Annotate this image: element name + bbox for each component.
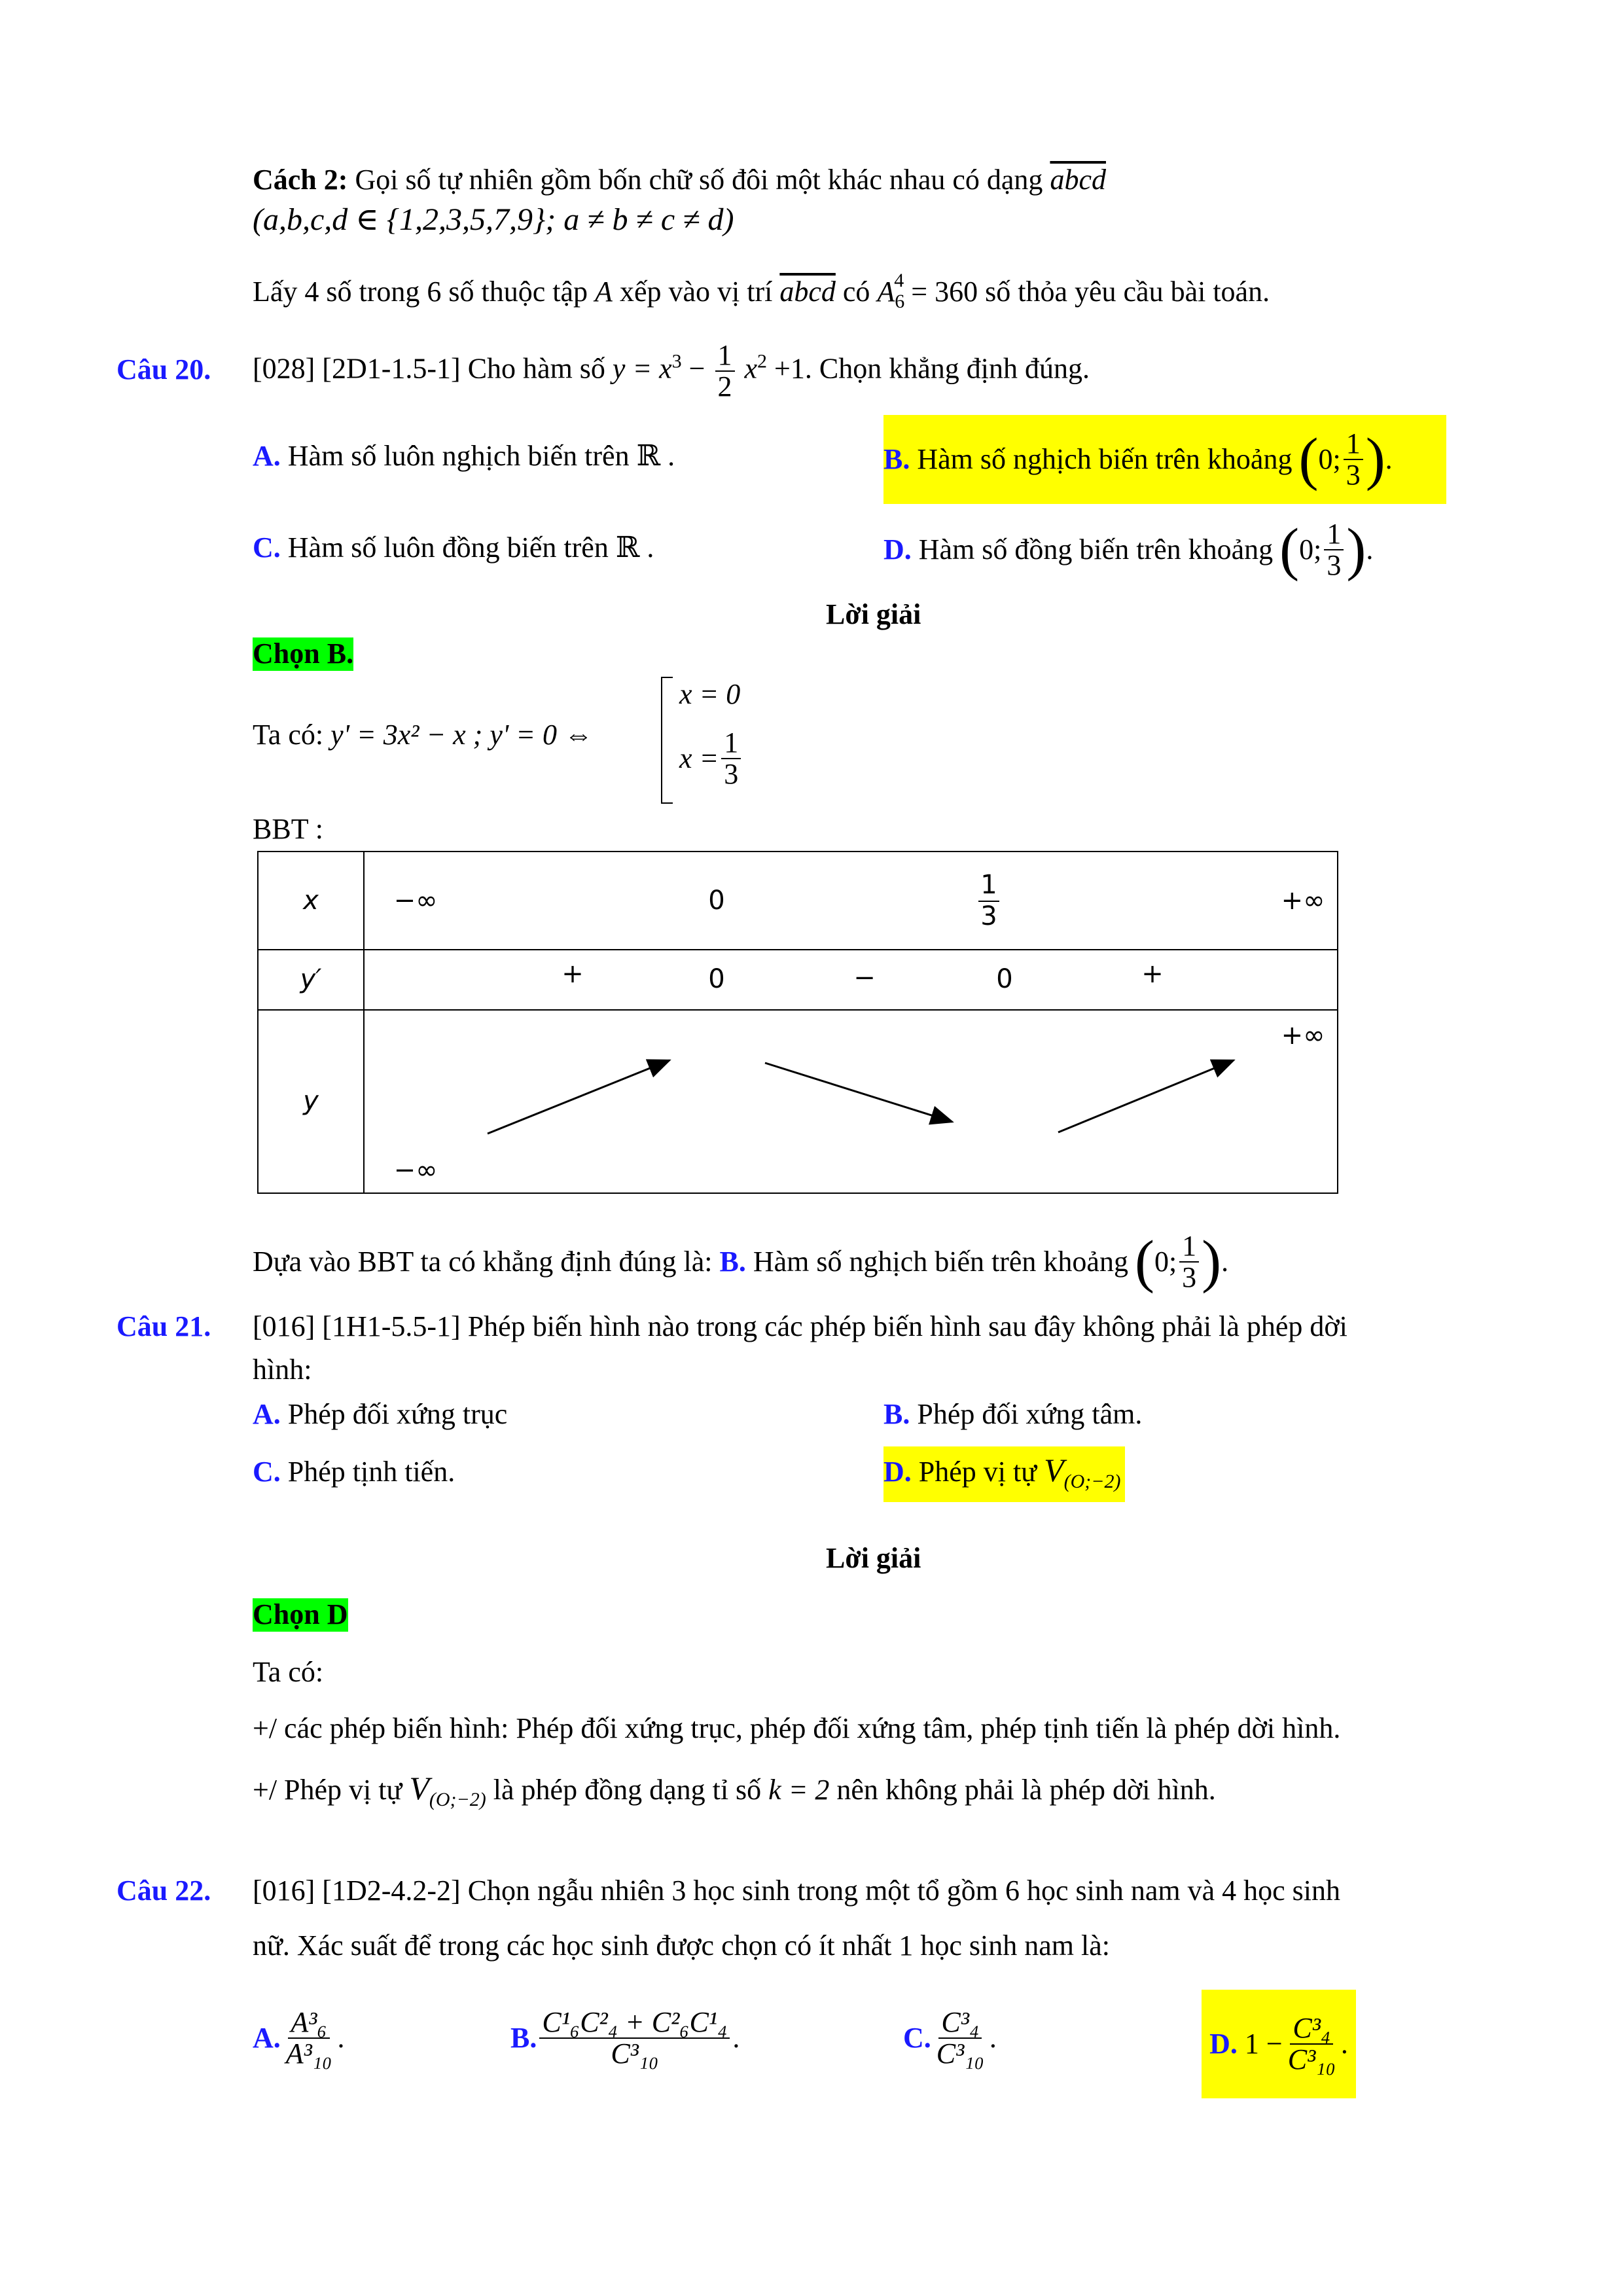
q21-explain2-a: +/ Phép vị tự bbox=[253, 1774, 402, 1806]
bbt-y-pos-inf: +∞ bbox=[1281, 1020, 1325, 1050]
q21-optA-label: A. bbox=[253, 1398, 281, 1430]
q21-optC bbox=[253, 1456, 455, 1489]
q20-frac-num: 1 bbox=[715, 340, 735, 372]
q21-optB-text: Phép đối xứng tâm. bbox=[917, 1398, 1143, 1430]
q22-optA-num: A³₆ bbox=[288, 2007, 329, 2039]
cach2-text: Gọi số tự nhiên gồm bốn chữ số đôi một khác nhau có dạng bbox=[355, 164, 1043, 196]
q21-optC-label: C. bbox=[253, 1456, 281, 1488]
q22-optD-num: C³₄ bbox=[1290, 2013, 1333, 2045]
bbt-x-third-den: 3 bbox=[980, 901, 997, 931]
bbt-yp-zero-2: 0 bbox=[996, 964, 1013, 994]
q22-label: Câu 22. bbox=[116, 1874, 211, 1907]
q20-optD-num: 1 bbox=[1324, 519, 1344, 550]
q20-conclusion-left: 0; bbox=[1154, 1245, 1177, 1278]
q20-optB-label: B. bbox=[883, 442, 910, 475]
bbt-arrows bbox=[259, 852, 1337, 1193]
q20-optD-label: D. bbox=[883, 533, 912, 565]
q21-explain2-V: V bbox=[409, 1770, 429, 1806]
cach2-line2-b: xếp vào vị trí bbox=[619, 276, 773, 308]
q21-label: Câu 21. bbox=[116, 1310, 211, 1342]
q20-taco: Ta có: bbox=[253, 719, 324, 751]
q22-optA-den: A³₁₀ bbox=[285, 2037, 332, 2070]
q21-choice: Chọn D bbox=[253, 1598, 348, 1630]
bbt-x-zero: 0 bbox=[708, 886, 725, 916]
q22-optC-frac bbox=[934, 2007, 987, 2069]
q20-optA-label: A. bbox=[253, 440, 281, 472]
q20-optA-text: Hàm số luôn nghịch biến trên ℝ . bbox=[287, 440, 675, 472]
q21-optD-sub: (O;−2) bbox=[1063, 1470, 1121, 1492]
q21-line2: hình: bbox=[253, 1354, 312, 1386]
q21-explain2-b: là phép đồng dạng tỉ số bbox=[493, 1774, 762, 1806]
q22-optD: D. 1 − $\frac{\text{C³₄}}{\text{C³₁₀}}$ . bbox=[1202, 1990, 1356, 2098]
q22-optA: A. $\frac{\text{A³₆}}{\text{A³₁₀}}$ . bbox=[253, 2005, 345, 2070]
q22-optD-label: D. bbox=[1209, 2027, 1238, 2060]
q20-optD-text: Hàm số đồng biến trên khoảng bbox=[918, 533, 1274, 565]
q21-explain1: +/ các phép biến hình: Phép đối xứng trục, phép đối xứng tâm, phép tịnh tiến là phép dời hình. bbox=[253, 1712, 1341, 1744]
q20-optB-text: Hàm số nghịch biến trên khoảng bbox=[917, 442, 1293, 475]
q21-optD-text: Phép vị tự bbox=[918, 1456, 1037, 1488]
q22-optC-num: C³₄ bbox=[938, 2007, 982, 2039]
q20-root2-frac bbox=[721, 728, 741, 789]
cach2-line2-d: số thỏa yêu cầu bài toán. bbox=[985, 276, 1270, 308]
cach2-label: Cách 2: bbox=[253, 164, 348, 196]
q22-optD-den: C³₁₀ bbox=[1287, 2043, 1336, 2075]
q21-optA-text: Phép đối xứng trục bbox=[287, 1398, 508, 1430]
q20-optB: B. Hàm số nghịch biến trên khoảng ( 0; $\frac{1}{3}$ ) . bbox=[883, 415, 1446, 504]
q20-root1: x = 0 bbox=[679, 678, 741, 710]
q20-frac-den: 2 bbox=[717, 370, 732, 403]
q20-formula-b: x bbox=[744, 352, 758, 385]
q20-root2-num: 1 bbox=[721, 728, 741, 759]
q20-root2-den: 3 bbox=[724, 758, 739, 791]
q22-optA-frac bbox=[283, 2007, 335, 2069]
q20-optC-text: Hàm số luôn đồng biến trên ℝ . bbox=[287, 531, 654, 564]
q20-formula-c: +1 bbox=[774, 352, 805, 385]
q20-conclusion-frac bbox=[1179, 1231, 1199, 1293]
cach2-arr-sup: 4 bbox=[894, 270, 904, 291]
bbt-yp-zero-1: 0 bbox=[708, 964, 725, 994]
bbt-arrow-up-2 bbox=[1058, 1060, 1234, 1132]
cach2-abcd-2: abcd bbox=[779, 276, 836, 308]
q20-optB-den: 3 bbox=[1346, 459, 1361, 491]
q21-explain2-k: k = 2 bbox=[768, 1774, 830, 1806]
q21-optB bbox=[883, 1398, 1142, 1431]
q20-optD-frac bbox=[1324, 519, 1344, 581]
q22-optD-frac bbox=[1285, 2013, 1338, 2075]
q20-optA bbox=[253, 440, 675, 473]
q20-optC bbox=[253, 531, 654, 565]
q20-tail: . Chọn khẳng định đúng. bbox=[804, 352, 1090, 385]
q20-root2-left: x = bbox=[679, 742, 719, 774]
q20-stem bbox=[253, 340, 1090, 402]
q20-optC-label: C. bbox=[253, 531, 281, 564]
q20-derivative bbox=[253, 719, 593, 752]
q21-optD bbox=[883, 1446, 1125, 1502]
cach2-arr-sub: 6 bbox=[895, 290, 905, 312]
q20-choice: Chọn B. bbox=[253, 637, 354, 670]
q22-optC: C. $\frac{\text{C³₄}}{\text{C³₁₀}}$ . bbox=[903, 2005, 997, 2070]
q20-solution-title: Lời giải bbox=[826, 598, 921, 630]
q20-frac bbox=[715, 340, 735, 402]
bbt-y-neg-inf: −∞ bbox=[393, 1155, 438, 1185]
q21-taco: Ta có: bbox=[253, 1656, 324, 1688]
bbt-row-y: y bbox=[303, 1086, 319, 1116]
bbt-yp-plus-2: + bbox=[1141, 959, 1164, 989]
q20-sup2: 2 bbox=[757, 350, 768, 372]
q22-optB-num: C¹₆C²₄ + C²₆C¹₄ bbox=[539, 2007, 730, 2039]
bbt-x-neg-inf: −∞ bbox=[393, 886, 438, 916]
cach2-line2 bbox=[253, 270, 1270, 313]
q22-optB: B. $\frac{\text{C¹₆C²₄ + C²₆C¹₄}}{\text{C³₁₀}}$ . bbox=[510, 2005, 740, 2070]
q20-optB-left: 0; bbox=[1318, 442, 1341, 475]
q20-optB-num: 1 bbox=[1344, 429, 1363, 460]
cach2-abcd: abcd bbox=[1050, 164, 1106, 196]
bbt-x-third-num: 1 bbox=[980, 870, 997, 900]
q20-conclusion-b: B. bbox=[719, 1245, 746, 1278]
q21-optB-label: B. bbox=[883, 1398, 910, 1430]
cach2-set-A: A bbox=[595, 276, 613, 308]
bbt-yp-plus-1: + bbox=[562, 959, 584, 989]
q21-line1: [016] [1H1-5.5-1] Phép biến hình nào trong các phép biến hình sau đây không phải là phép dời bbox=[253, 1310, 1347, 1342]
q20-root2 bbox=[679, 728, 743, 789]
q20-label: Câu 20. bbox=[116, 353, 211, 386]
q20-formula-a: y = x bbox=[612, 352, 672, 385]
q22-optB-den: C³₁₀ bbox=[611, 2037, 659, 2070]
cach2-line1 bbox=[253, 164, 1106, 197]
q22-optC-label: C. bbox=[903, 2021, 931, 2054]
q21-optA bbox=[253, 1398, 507, 1431]
q21-explain2-sub: (O;−2) bbox=[429, 1788, 486, 1810]
bbt-row-x: x bbox=[303, 886, 319, 916]
q22-optA-label: A. bbox=[253, 2021, 281, 2054]
q20-roots-bracket bbox=[661, 677, 673, 804]
q20-sup: 3 bbox=[671, 350, 682, 372]
q20-optB-frac bbox=[1344, 429, 1363, 490]
bbt-yp-minus: − bbox=[853, 963, 876, 993]
q22-line1: [016] [1D2-4.2-2] Chọn ngẫu nhiên 3 học sinh trong một tổ gồm 6 học sinh nam và 4 học sinh bbox=[253, 1874, 1341, 1907]
q22-optB-frac bbox=[539, 2007, 730, 2069]
q20-code: [028] [2D1-1.5-1] Cho hàm số bbox=[253, 352, 605, 385]
q21-explain2 bbox=[253, 1770, 1216, 1811]
bbt-arrow-down bbox=[765, 1063, 952, 1122]
bbt-arrow-up-1 bbox=[488, 1060, 669, 1134]
q21-explain2-c: nên không phải là phép dời hình. bbox=[836, 1774, 1216, 1806]
q21-optD-label: D. bbox=[883, 1456, 912, 1488]
q20-conclusion: Dựa vào BBT ta có khẳng định đúng là: B. Hàm số nghịch biến trên khoảng ( 0; $\frac{1}{3}$ ) . bbox=[253, 1229, 1229, 1294]
q20-optD-den: 3 bbox=[1327, 549, 1342, 581]
variation-table bbox=[257, 851, 1338, 1194]
q20-deriv: y' = 3x² − x ; y' = 0 ⇔ bbox=[330, 719, 593, 751]
cach2-eq: = 360 bbox=[911, 276, 978, 308]
q20-conclusion-num: 1 bbox=[1179, 1231, 1199, 1263]
q22-optD-prefix: 1 − bbox=[1244, 2027, 1283, 2060]
q20-conclusion-c: Hàm số nghịch biến trên khoảng bbox=[753, 1245, 1128, 1278]
q20-conclusion-den: 3 bbox=[1182, 1261, 1197, 1293]
cach2-set: (a,b,c,d ∈ {1,2,3,5,7,9}; a ≠ b ≠ c ≠ d) bbox=[253, 202, 734, 237]
q22-optC-den: C³₁₀ bbox=[936, 2037, 984, 2070]
q22-optB-label: B. bbox=[510, 2021, 537, 2054]
bbt-x-pos-inf: +∞ bbox=[1281, 886, 1325, 916]
cach2-line2-c: có bbox=[842, 276, 870, 308]
q20-bbt-label: BBT : bbox=[253, 813, 324, 845]
q21-optD-V: V bbox=[1044, 1452, 1064, 1488]
q20-conclusion-a: Dựa vào BBT ta có khẳng định đúng là: bbox=[253, 1245, 713, 1278]
cach2-line2-a: Lấy 4 số trong 6 số thuộc tập bbox=[253, 276, 588, 308]
bbt-row-yp: y′ bbox=[300, 964, 322, 994]
q20-minus: − bbox=[688, 352, 705, 385]
q21-solution-title: Lời giải bbox=[826, 1542, 921, 1574]
cach2-arrangement: A bbox=[877, 276, 895, 308]
q20-optD-left: 0; bbox=[1299, 533, 1322, 565]
q21-optC-text: Phép tịnh tiến. bbox=[287, 1456, 455, 1488]
q22-line2: nữ. Xác suất để trong các học sinh được chọn có ít nhất 1 học sinh nam là: bbox=[253, 1929, 1110, 1962]
q20-optD: D. Hàm số đồng biến trên khoảng ( 0; $\frac{1}{3}$ ) . bbox=[883, 517, 1374, 582]
